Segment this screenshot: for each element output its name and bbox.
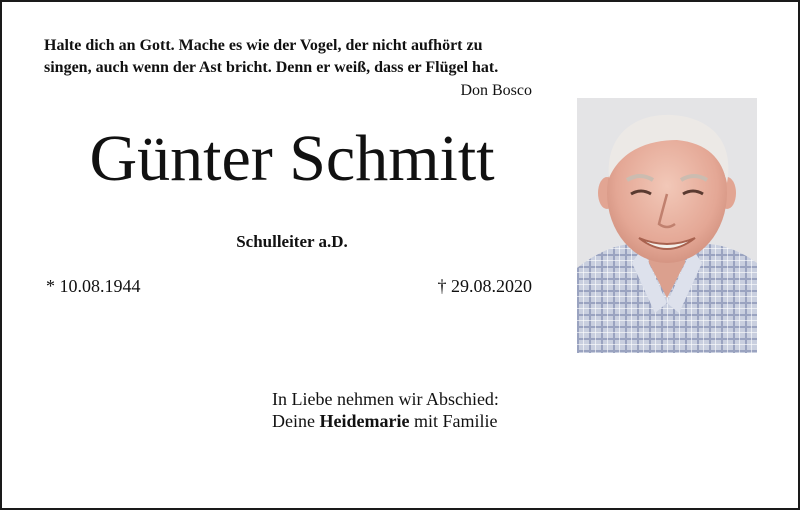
deceased-name: Günter Schmitt xyxy=(89,122,495,195)
deceased-title: Schulleiter a.D. xyxy=(236,232,348,251)
birth-date: * 10.08.1944 xyxy=(46,276,141,296)
farewell-suffix: mit Familie xyxy=(409,411,498,431)
farewell-text xyxy=(272,388,499,432)
farewell-line-1: In Liebe nehmen wir Abschied: xyxy=(272,389,499,409)
quote-line-2: singen, auch wenn der Ast bricht. Denn er weiß, dass er Flügel hat. xyxy=(44,59,499,76)
portrait-photo xyxy=(577,98,757,353)
farewell-prefix: Deine xyxy=(272,411,320,431)
farewell-line-2 xyxy=(272,410,499,432)
quote-line-1: Halte dich an Gott. Mache es wie der Vogel, der nicht aufhört zu xyxy=(44,37,483,54)
quote-author: Don Bosco xyxy=(460,82,532,99)
quote-text xyxy=(44,35,544,79)
mourner-name: Heidemarie xyxy=(319,411,410,431)
death-date: † 29.08.2020 xyxy=(437,276,532,296)
